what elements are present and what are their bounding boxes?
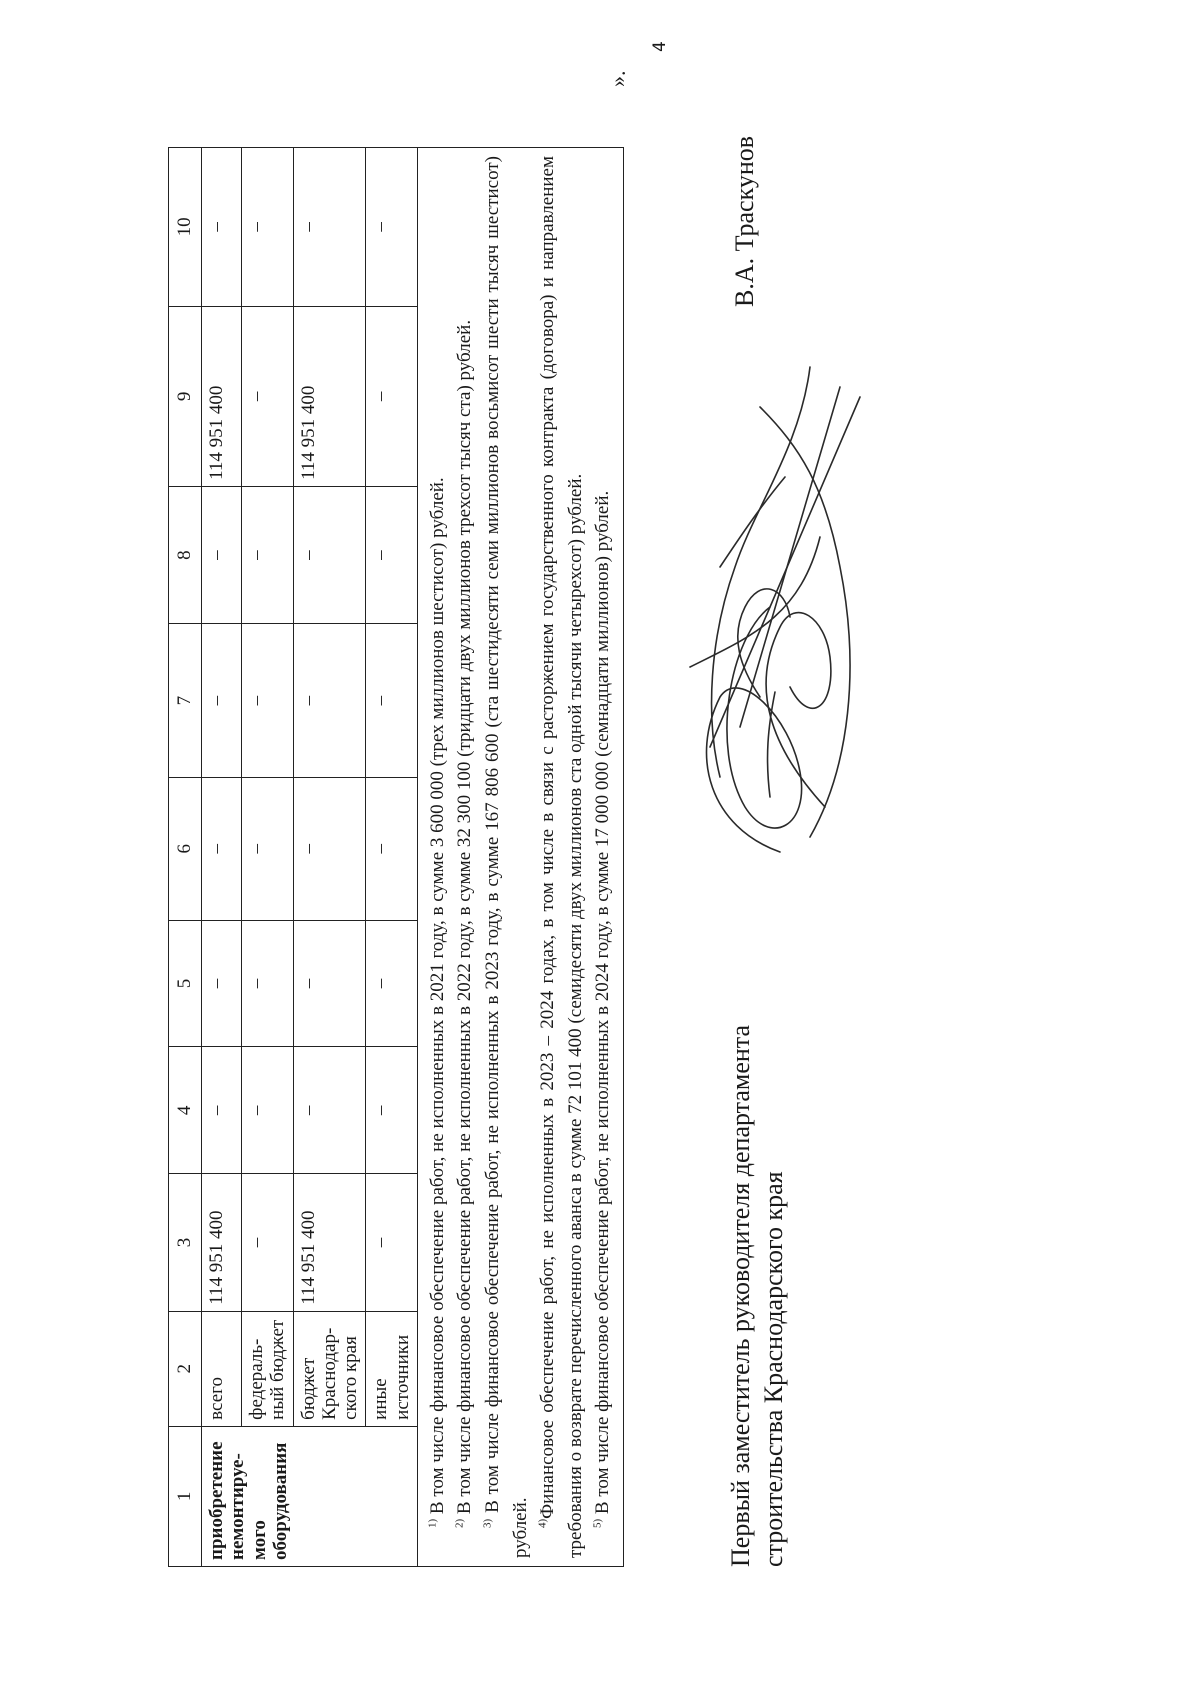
footnote-mark: 3) (481, 1518, 494, 1528)
footnotes-row (417, 148, 623, 1567)
header-cell: 10 (169, 148, 202, 307)
header-cell: 1 (169, 1426, 202, 1566)
header-cell: 7 (169, 624, 202, 777)
header-cell: 2 (169, 1311, 202, 1426)
value-cell: – (293, 624, 366, 777)
footnotes-cell (417, 148, 623, 1567)
value-cell: – (202, 486, 242, 623)
footnote (424, 156, 452, 1558)
signatory-title-line2: строительства Краснодарского края (758, 1171, 788, 1567)
value-cell: – (242, 1047, 294, 1174)
value-cell: – (242, 306, 294, 486)
footnote (589, 156, 617, 1558)
footnote-text: В том числе финансовое обеспечение работ, не исполненных в 2023 году, в сумме 167 806 600 (ста шестидесяти семи миллионов восьмисот шести тысяч шестисот) рублей. (481, 156, 531, 1558)
value-cell: – (366, 148, 418, 307)
header-cell: 9 (169, 306, 202, 486)
value-cell: – (242, 148, 294, 307)
source-cell: федераль-ный бюджет (242, 1311, 294, 1426)
footnote (451, 156, 479, 1558)
value-cell: – (293, 148, 366, 307)
value-cell: – (242, 920, 294, 1047)
budget-table (168, 147, 624, 1567)
value-cell: – (366, 920, 418, 1047)
value-cell: – (242, 1174, 294, 1311)
table-row (202, 148, 242, 1567)
value-cell: – (242, 486, 294, 623)
footnote-mark: 1) (426, 1518, 439, 1528)
value-cell: – (366, 624, 418, 777)
signatory-name: В.А. Траскунов (730, 135, 759, 307)
page-number: 4 (650, 41, 670, 52)
value-cell: – (366, 306, 418, 486)
footnote-text: Финансовое обеспечение работ, не исполненных в 2023 – 2024 годах, в том числе в связи с расторжением государственного контракта (договора) и направлением требования о возврате перечисленного аванса в сумме 72 101 400 (семидесяти двух миллионов ста одной тысячи четырехсот) рублей. (537, 156, 586, 1558)
footnote-text: В том числе финансовое обеспечение работ, не исполненных в 2021 году, в сумме 3 600 000 (трех миллионов шестисот) рублей. (426, 477, 448, 1515)
value-cell: – (202, 1047, 242, 1174)
item-name-cell: приобретение немонтируе-мого оборудования (202, 1426, 418, 1566)
value-cell: – (242, 624, 294, 777)
value-cell: – (202, 624, 242, 777)
value-cell: – (366, 486, 418, 623)
table-row (242, 148, 294, 1567)
footnote-text: В том числе финансовое обеспечение работ, не исполненных в 2022 году, в сумме 32 300 100 (тридцати двух миллионов трехсот тысяч ста) рублей. (454, 319, 476, 1515)
header-cell: 6 (169, 777, 202, 920)
value-cell: – (366, 777, 418, 920)
value-cell: – (366, 1174, 418, 1311)
footnote (479, 156, 534, 1558)
value-cell: – (202, 148, 242, 307)
signatory-title-line1: Первый заместитель руководителя департамента (726, 1024, 755, 1567)
value-cell: – (293, 777, 366, 920)
header-cell: 4 (169, 1047, 202, 1174)
signature-block (725, 127, 790, 1567)
value-cell: – (293, 486, 366, 623)
footnote (534, 156, 589, 1558)
header-cell: 5 (169, 920, 202, 1047)
footnote-text: В том числе финансовое обеспечение работ, не исполненных в 2024 году, в сумме 17 000 000 (семнадцати миллионов) рублей. (592, 490, 614, 1515)
source-cell: всего (202, 1311, 242, 1426)
value-cell: 114 951 400 (293, 1174, 366, 1311)
header-cell: 8 (169, 486, 202, 623)
value-cell: – (293, 920, 366, 1047)
footnote-mark: 4) (536, 1518, 549, 1528)
footnote-mark: 5) (591, 1518, 604, 1528)
table-header-row (169, 148, 202, 1567)
value-cell: – (242, 777, 294, 920)
source-cell: иные источники (366, 1311, 418, 1426)
table-row (293, 148, 366, 1567)
footnote-mark: 2) (454, 1518, 467, 1528)
value-cell: – (293, 1047, 366, 1174)
value-cell: – (202, 920, 242, 1047)
source-cell: бюджет Краснодар-ского края (293, 1311, 366, 1426)
value-cell: 114 951 400 (202, 1174, 242, 1311)
value-cell: – (366, 1047, 418, 1174)
value-cell: – (202, 777, 242, 920)
table-row (366, 148, 418, 1567)
value-cell: 114 951 400 (202, 306, 242, 486)
header-cell: 3 (169, 1174, 202, 1311)
value-cell: 114 951 400 (293, 306, 366, 486)
closing-quote-mark: ». (605, 70, 630, 87)
